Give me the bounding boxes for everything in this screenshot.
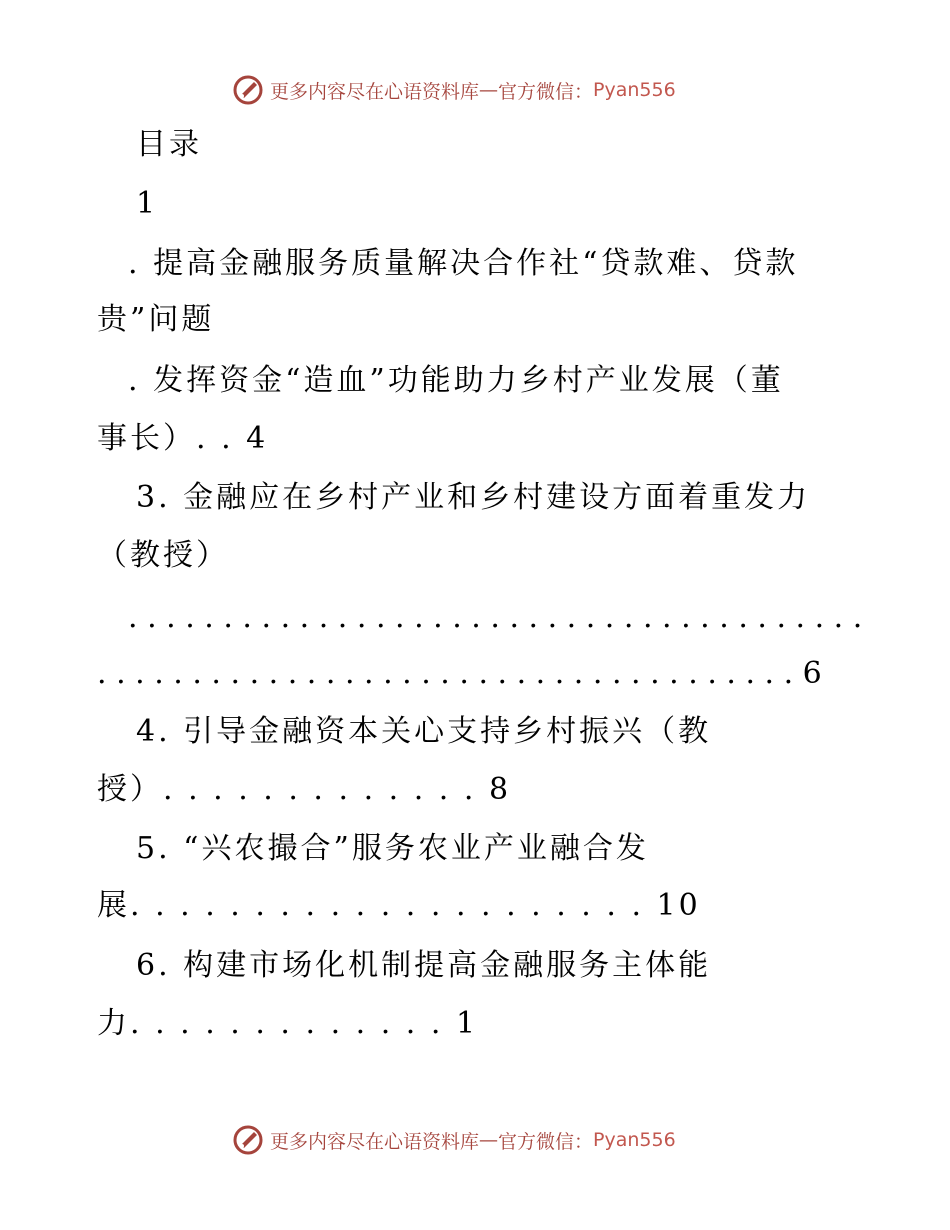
toc-line: 事长）. . 4 xyxy=(97,421,269,456)
toc-line: （教授） xyxy=(97,538,229,573)
toc-line: . 提高金融服务质量解决合作社“贷款难、贷款 xyxy=(128,246,799,281)
toc-line: 6. 构建市场化机制提高金融服务主体能 xyxy=(136,948,712,983)
header-banner xyxy=(232,72,752,108)
banner-text: 更多内容尽在心语资料库 xyxy=(270,1130,480,1153)
toc-line: 展. . . . . . . . . . . . . . . . . . . . . 10 xyxy=(97,888,701,923)
toc-line: 力. . . . . . . . . . . . . 1 xyxy=(97,1006,479,1041)
footer-banner xyxy=(232,1122,752,1158)
toc-line: 4. 引导金融资本关心支持乡村振兴（教 xyxy=(136,714,712,749)
banner-wechat-id: Pyan556 xyxy=(593,1129,676,1151)
toc-heading: 目录 xyxy=(136,127,202,162)
toc-line: . 发挥资金“造血”功能助力乡村产业发展（董 xyxy=(128,363,784,398)
banner-separator: — xyxy=(479,1129,499,1151)
toc-line: 5. “兴农撮合”服务农业产业融合发 xyxy=(136,831,649,866)
banner-wechat-label: 官方微信： xyxy=(498,1130,594,1153)
banner-wechat-id: Pyan556 xyxy=(593,79,676,101)
toc-line: 3. 金融应在乡村产业和乡村建设方面着重发力 xyxy=(136,480,811,515)
logo-icon xyxy=(232,74,264,106)
banner-text: 更多内容尽在心语资料库 xyxy=(270,80,480,103)
toc-dot-leader: . . . . . . . . . . . . . . . . . . . . . . . . . . . . . . . . . . . . . 6 xyxy=(97,656,822,691)
toc-line: 贵”问题 xyxy=(97,302,215,337)
banner-separator: — xyxy=(479,79,499,101)
toc-line: 1 xyxy=(136,186,159,221)
logo-icon xyxy=(232,1124,264,1156)
toc-dot-leader: . . . . . . . . . . . . . . . . . . . . . . . . . . . . . . . . . . . . . . . xyxy=(128,600,863,635)
banner-wechat-label: 官方微信： xyxy=(498,80,594,103)
toc-line: 授）. . . . . . . . . . . . . 8 xyxy=(97,772,512,807)
